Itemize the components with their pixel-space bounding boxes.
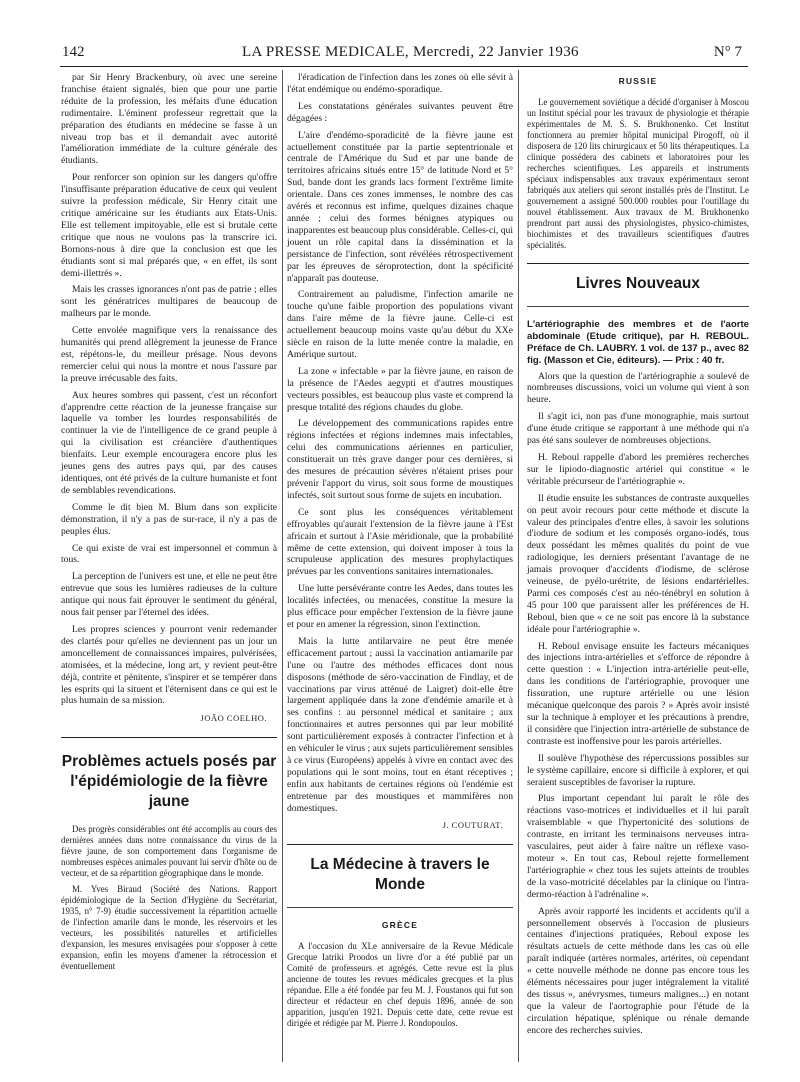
page-header: [62, 44, 746, 64]
paragraph: l'éradication de l'infection dans les zones où elle sévit à l'état endémique ou endémo-sporadique.: [287, 72, 513, 95]
paragraph: H. Reboul envisage ensuite les facteurs mécaniques des injections intra-artérielles et s'efforce de répondre à cette question : « L'injection intra-artérielle peut-elle, dans les conditions de l'artériographie, provoquer une fissuration, une rupture artérielle ou une lésion mécanique quelconque des parois ? » Après avoir insisté sur la technique à employer et les précautions à prendre, il considère que l'injection intra-artérielle de substance de contraste est inoffensive pour les parois artérielles.: [527, 640, 749, 747]
article-divider: [61, 737, 277, 738]
paragraph: Après avoir rapporté les incidents et accidents qu'il a personnellement observés à l'occasion de plusieurs centaines d'injections pratiquées, Reboul expose les résultats actuels de cette méthode dans les cas où elle paraît indiquée (artères normales, artérites, où cependant « cette nouvelle méthode ne donne pas encore tous les éléments nécessaires pour juger intégralement la vitalité des tissus », anévrysmes, tumeurs malignes...) en notant que la valeur de l'aortographie pour l'étude de la circulation hépatique, splénique ou rénale demande encore des recherches suivies.: [527, 905, 749, 1036]
article-title: Problèmes actuels posés par l'épidémiologie de la fièvre jaune: [61, 753, 277, 811]
paragraph: Mais les crasses ignorances n'ont pas de patrie ; elles sont les génératrices multipares de beaucoup de malheurs par le monde.: [61, 284, 277, 320]
journal-title: LA PRESSE MEDICALE, Mercredi, 22 Janvier 1936: [242, 44, 579, 60]
column-2: [287, 72, 513, 1029]
paragraph: Cette envolée magnifique vers la renaissance des humanités qui prend allègrement la jeunesse de France est, répétons-le, du meilleur présage. Nous devons remercier celui qui nous la montre et nous l'assure par la preuve irrécusable des faits.: [61, 325, 277, 384]
page-number: 142: [62, 44, 85, 60]
paragraph: Des progrès considérables ont été accomplis au cours des dernières années dans notre connaissance du virus de la fièvre jaune, de son comportement dans l'organisme de nombreuses espèces animales pouvant lui servir d'hôte ou de vecteur, et de sa répartition géographique dans le monde.: [61, 824, 277, 879]
country-news: [287, 941, 513, 1029]
paragraph: Une lutte persévérante contre les Aedes, dans toutes les localités infectées, ou menacées, constitue la mesure la plus efficace pour empêcher l'extension de la fièvre jaune et pour en amener la régression, sinon l'extinction.: [287, 583, 513, 630]
paragraph: Pour renforcer son opinion sur les dangers qu'offre l'insuffisante préparation éducative de ceux qui veulent suivre la profession médicale, Sir Henry citait une critique américaine sur les étudiants aux Etats-Unis. Elle est tellement impitoyable, elle est si brutale cette critique que nous ne voulons pas la transcrire ici. Bornons-nous à dire que la conclusion est que les étudiants sont si mal préparés que, « en effet, ils sont demi-illettrés ».: [61, 172, 277, 279]
paragraph: A l'occasion du XLe anniversaire de la Revue Médicale Grecque Iatriki Proodos un livre d'or a été publié par un Comité de professeurs et agrégés. Cette revue est la plus ancienne de toutes les revues médicales grecques et la plus répandue. Elle a été fondée par feu M. J. Foustanos qui fut son directeur et rédacteur en chef depuis 1896, année de son apparition, jusqu'en 1921. Depuis cette date, cette revue est dirigée et rédigée par M. Pierre J. Rondopoulos.: [287, 941, 513, 1029]
paragraph: Mais la lutte antilarvaire ne peut être menée efficacement partout ; aussi la vaccination antiamarile par l'une ou l'autre des méthodes efficaces dont nous disposons (méthode de séro-vaccination de Findlay, et de vaccinations par virus atténué de Laigret) doit-elle être largement appliquée dans la zone d'endémie amarile et à ses confins : au personnel médical et sanitaire ; aux fonctionnaires et autres personnes qui par leur mobilité sont particulièrement exposés à contracter l'infection et à en véhiculer le virus ; aux sujets particulièrement sensibles à ce virus (Européens) appelés à vivre en contact avec des populations qui le sont moins, tout en étant réceptives ; enfin aux habitants de certaines régions où l'endémie est entretenue par des moustiques et mammifères non domestiques.: [287, 635, 513, 814]
paragraph: par Sir Henry Brackenbury, où avec une sereine franchise étaient signalés, bien que pour une partie réduite de la profession, les méfaits d'une éducation rudimentaire. L'éminent professeur regrettait que la préparation des étudiants en médecine se fasse à un niveau trop bas et il demandait avec autorité l'amélioration immédiate de la culture générale des étudiants.: [61, 72, 277, 167]
section-underline: [287, 907, 513, 908]
paragraph: Contrairement au paludisme, l'infection amarile ne touche qu'une faible proportion des populations vivant dans l'aire même de la fièvre jaune. Celle-ci est actuellement beaucoup moins vaste qu'au début du XXe siècle en raison de la lutte menée contre la maladie, en Amérique surtout.: [287, 289, 513, 360]
paragraph: L'aire d'endémo-sporadicité de la fièvre jaune est actuellement constituée par la partie septentrionale et centrale de l'Amérique du Sud et par une bande de territoires africains situés entre 15° de latitude Nord et 5° Sud, bande dont les grands lacs forment l'extrême limite orientale. Dans ces zones immenses, le nombre des cas avérés et reconnus est infime, quelques dizaines chaque année ; celui des formes bénignes atypiques ou inapparentes est beaucoup plus considérable. Celles-ci, qui jouent un rôle capital dans la dissémination et la persistance de l'infection, sont révélées rétrospectivement par les épreuves de séroprotection, dont la spécificité n'apparaît pas douteuse.: [287, 129, 513, 284]
article-body: [61, 824, 277, 972]
column-3: [527, 72, 749, 1037]
paragraph: Le gouvernement soviétique a décidé d'organiser à Moscou un Institut spécial pour les travaux de physiologie et thérapie expérimentales de M. S. S. Brukhonenko. Cet Institut fonctionnera au premier hôpital municipal Pirogoff, où il disposera de 120 lits chirurgicaux et 50 lits thérapeutiques. La clinique possédera des cabinets et laboratoires pour les recherches scientifiques. Les appareils et instruments spéciaux indispensables aux travaux expérimentaux seront fabriqués aux ateliers qui seront installés près de l'Institut. Le gouvernement a assigné 500.000 roubles pour l'outillage du nouvel établissement. Aux travaux de M. Brukhonenko prendront part aussi des physiologistes, physico-chimistes, biochimistes et des travailleurs scientifiques d'autres spécialités.: [527, 96, 749, 250]
paragraph: Ce qui existe de vrai est impersonnel et commun à tous.: [61, 542, 277, 566]
paragraph: Le développement des communications rapides entre régions infectées et régions indemnes mais infectables, celui des communications aériennes en particulier, constituerait un très grave danger pour ces dernières, si des mesures de précaution sévères n'étaient prises pour prévenir l'apport du virus, soit sous forme de moustiques infectés, soit surtout sous forme de sujets en incubation.: [287, 418, 513, 501]
section-title: La Médecine à travers le Monde: [310, 856, 490, 894]
paragraph: Comme le dit bien M. Blum dans son explicite démonstration, il n'y a pas de sur-race, il n'y a pas de peuples élus.: [61, 501, 277, 537]
paragraph: H. Reboul rappelle d'abord les premières recherches sur le lipiodo-diagnostic artériel qui constitue « le véritable précurseur de l'artériographie ».: [527, 451, 749, 487]
essay-body: [61, 72, 277, 707]
paragraph: Il s'agit ici, non pas d'une monographie, mais surtout d'une étude critique se rapportant à une méthode qui n'a pas été sans soulever de nombreuses objections.: [527, 411, 749, 447]
section-title: Livres Nouveaux: [575, 274, 701, 292]
paragraph: Il soulève l'hypothèse des répercussions possibles sur le système capillaire, encore si difficile à explorer, et qui seraient susceptibles de favoriser la rupture.: [527, 752, 749, 788]
header-rule: [60, 66, 748, 67]
article-continued: [287, 72, 513, 814]
column-rule-1: [282, 70, 283, 1062]
author-signature: J. COUTURAT.: [442, 820, 503, 831]
country-news: [527, 97, 749, 251]
paragraph: Alors que la question de l'artériographie a soulevé de nombreuses discussions, voici un volume qui vient à son heure.: [527, 370, 749, 406]
column-rule-2: [518, 70, 519, 1062]
book-review: [527, 371, 749, 1037]
section-divider: [527, 263, 749, 264]
country-heading: RUSSIE: [618, 76, 658, 86]
paragraph: La zone « infectable » par la fièvre jaune, en raison de la présence de l'Aedes aegypti et d'autres moustiques vecteurs possibles, est beaucoup plus vaste et comprend la presque totalité des régions chaudes du globe.: [287, 365, 513, 413]
paragraph: Ce sont plus les conséquences véritablement effroyables qu'aurait l'extension de la fièvre jaune à l'Est africain et surtout à l'Asie méridionale, que la probabilité même de cette extension, qui doivent imposer à tous la scrupuleuse application des mesures prophylactiques prévues par les conventions sanitaires internationales.: [287, 506, 513, 578]
paragraph: M. Yves Biraud (Société des Nations. Rapport épidémiologique de la Section d'Hygiène du Secrétariat, 1935, n° 7-9) étudie successivement la répartition actuelle de l'infection amarile dans le monde, les réservoirs et les vecteurs, les possibilités naturelles et artificielles d'expansion, les mesures envisagées pour s'opposer à cette expansion, enfin les moyens d'amener la rétrocession et éventuellement: [61, 884, 277, 972]
paragraph: Aux heures sombres qui passent, c'est un réconfort d'apprendre cette réaction de la jeunesse française sur laquelle va tomber les lourdes responsabilités de continuer la vie de l'intelligence de ce grand peuple à qui la civilisation est créancière d'authentiques bienfaits. Leur exemple encouragera encore plus les jeunes gens des autres pays qui, par des causes identiques, ont été privés de la culture humaniste et font de semblables revendications.: [61, 389, 277, 496]
country-heading: GRÈCE: [381, 920, 419, 931]
paragraph: Plus important cependant lui paraît le rôle des réactions vaso-motrices et individuelles et il lui paraît vraisemblable « que l'hypertonicité des solutions de contraste, en irritant les terminaisons nerveuses intra-vasculaires, peut aider à faire naître un réflexe vaso-moteur ». En tout cas, Reboul rejette formellement l'artériographie « chez tous les sujets atteints de troubles de la vaso-motricité décelables par la clinique ou l'intra-dermo-réaction à l'adrénaline ».: [527, 793, 749, 900]
section-underline: [527, 306, 749, 307]
paragraph: La perception de l'univers est une, et elle ne peut être entrevue que sous les lumières radieuses de la culture antique qui nous fait éprouver le sentiment du général, nous fait penser par l'éternel des idées.: [61, 571, 277, 619]
author-signature: JOÃO COELHO.: [200, 713, 267, 724]
issue-number: N° 7: [713, 44, 742, 60]
paragraph: Les constatations générales suivantes peuvent être dégagées :: [287, 100, 513, 124]
book-citation: L'artériographie des membres et de l'aorte abdominale (Etude critique), par H. REBOUL. Préface de Ch. LAUBRY. 1 vol. de 137 p., avec 82 fig. (Masson et Cie, éditeurs). — Prix : 40 fr.: [527, 318, 749, 366]
paragraph: Les propres sciences y pourront venir redemander des clartés pour qu'elles ne deviennent pas un jour un amoncellement de connaissances impaires, pulvérisées, atomisées, et la médecine, long art, y revient peut-être déjà, contrite et pénitente, s'inspirer et se tempérer dans les esprits qui la situent et l'éternisent dans ce qui est le plus humain de sa mission.: [61, 623, 277, 707]
paragraph: Il étudie ensuite les substances de contraste auxquelles on peut avoir recours pour cette méthode et discute la valeur des principales d'entre elles, à savoir les solutions d'iodure de sodium et les composés organo-iodés, tous deux possédant les mêmes qualités du point de vue radiologique, les derniers présentant l'avantage de ne jamais provoquer d'accidents d'iodisme, de sclérose veineuse, de pyélo-urétrite, de lésions endartérielles. Parmi ces composés c'est au néo-ténébryl en solution à 45 pour 100 que paraissent aller les préférences de H. Reboul, bien que « ce ne soit pas encore là la substance idéale pour l'artériographie ».: [527, 492, 749, 635]
section-divider: [287, 844, 513, 845]
column-1: [61, 72, 277, 972]
